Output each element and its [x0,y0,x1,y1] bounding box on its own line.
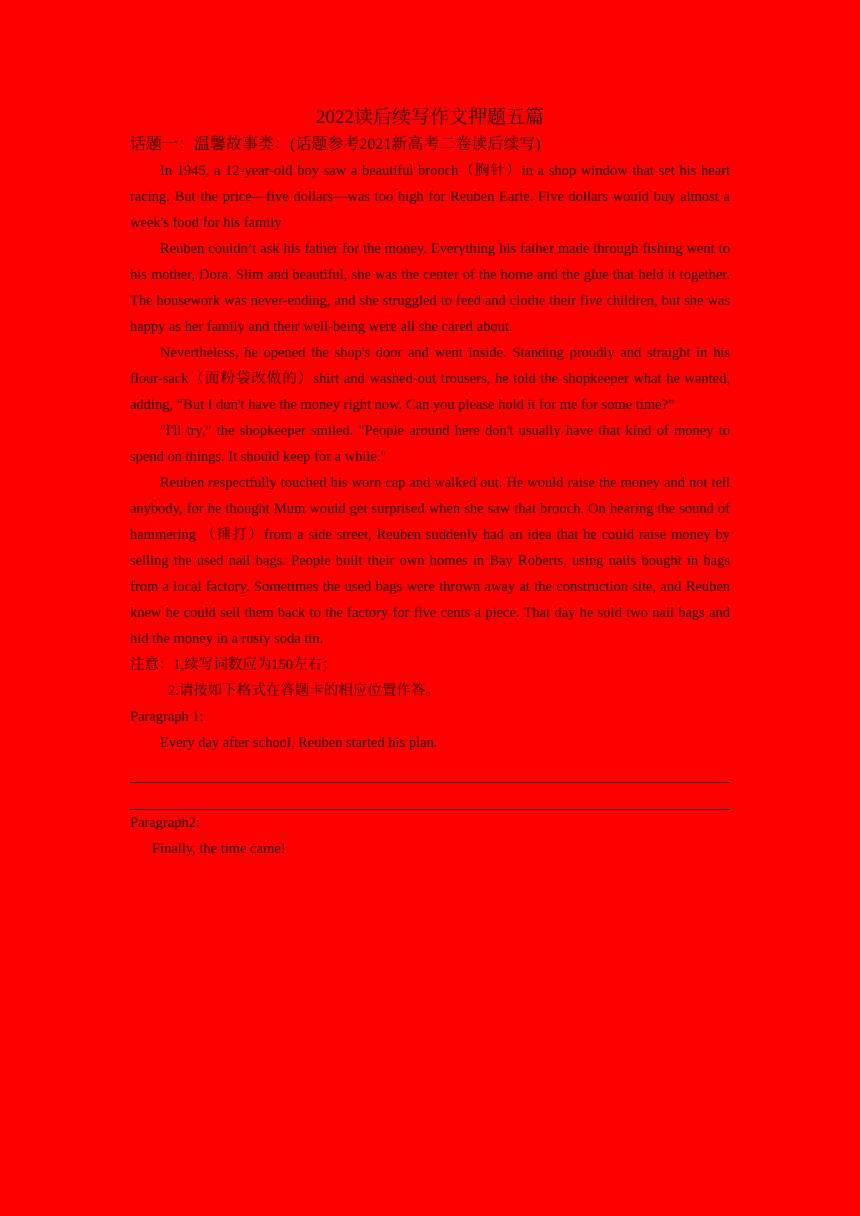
paragraph2-label: Paragraph2: [130,815,201,831]
topic-line: 话题一：温馨故事类：(话题参考2021新高考二卷读后续写) [130,136,541,153]
note-line-1: 注意：1,续写词数应为150左右； [130,657,337,673]
document-body [130,132,730,862]
answer-line [130,783,730,810]
answer-line [130,756,730,783]
note-line-2: 2.请按如下格式在答题卡的相应位置作答。 [168,683,440,699]
page-title: 2022读后续写作文押题五篇 [315,107,544,128]
story-paragraph-4: "I'll try," the shopkeeper smiled. "People around here don't usually have that kind of money to spend on things. It should keep for a while." [130,423,730,465]
paragraph2-first-line: Finally, the time came! [152,841,286,857]
story-paragraph-1: In 1945, a 12-year-old boy saw a beautiful brooch（胸针）in a shop window that set his heart racing. But the price—five dollars—was too high for Reuben Earle. Five dollars would buy almost a week's food for his family [130,163,730,231]
story-paragraph-3: Nevertheless, he opened the shop's door and went inside. Standing proudly and straight in his flour-sack（面粉袋改做的）shirt and washed-out trousers, he told the shopkeeper what he wanted, adding, “But I don't have the money right now. Can you please hold it for me for some time?” [130,345,730,413]
story-paragraph-2: Reuben couldn’t ask his father for the money. Everything his father made through fishing went to his mother, Dora. Slim and beautiful, she was the center of the home and the glue that held it together. The housework was never-ending, and she struggled to feed and clothe their five children, but she was happy as her family and their well-being were all she cared about. [130,241,730,335]
story-paragraph-5: Reuben respectfully touched his worn cap and walked out. He would raise the money and not tell anybody, for he thought Mum would get surprised when she saw that brooch. On hearing the sound of hammering （捶打）from a side street, Reuben suddenly had an idea that he could raise money by selling the used nail bags. People built their own homes in Bay Roberts, using nails bought in bags from a local factory. Sometimes the used bags were thrown away at the construction site, and Reuben knew he could sell them back to the factory for five cents a piece. That day he sold two nail bags and hid the money in a rusty soda tin. [130,475,730,647]
paragraph1-label: Paragraph 1: [130,709,204,725]
paragraph1-first-line: Every day after school, Reuben started his plan. [160,735,438,751]
